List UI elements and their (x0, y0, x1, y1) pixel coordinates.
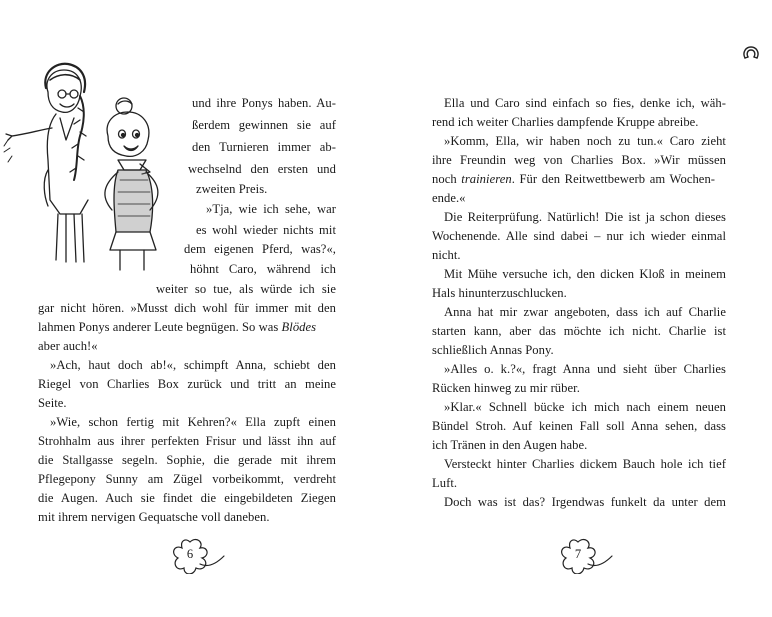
text-line: es wohl wieder nichts mit (196, 223, 336, 237)
text-line: ich Tränen in den Augen habe. (432, 438, 588, 452)
text-line: »Ach, haut doch ab!«, schimpft Anna, schiebt den (50, 358, 336, 372)
text-line: schließlich Annas Pony. (432, 343, 554, 357)
text-span: noch (432, 172, 462, 186)
page-number: 6 (186, 547, 194, 561)
text-line: und ihre Ponys haben. Au- (192, 96, 336, 110)
text-line: Wochenende. Alle sind dabei – nur ich wieder einmal (432, 229, 726, 243)
text-line: ßerdem gewinnen sie auf (192, 118, 336, 132)
text-line: Versteckt hinter Charlies dickem Bauch hole ich tief (444, 457, 726, 471)
text-line: ende.« (432, 191, 466, 205)
text-line: »Wie, schon fertig mit Kehren?« Ella zupft einen (50, 415, 336, 429)
text-span: . Für den Reitwettbewerb am Wochen- (511, 172, 716, 186)
italic-word: Blödes (281, 320, 317, 334)
text-line: aber auch!« (38, 339, 98, 353)
text-line: Luft. (432, 476, 458, 490)
text-line: Doch was ist das? Irgendwas funkelt da unter dem (444, 495, 726, 509)
text-line: nicht. (432, 248, 461, 262)
text-line: Seite. (38, 396, 67, 410)
right-page (386, 0, 772, 617)
text-line: mit ihrem nervigen Gequatsche voll daneben. (38, 510, 270, 524)
text-line: die Augen. Auch sie findet die eingebildeten Ziegen (38, 491, 336, 505)
page-number-ornament (554, 534, 634, 574)
text-line: höhnt Caro, während ich (190, 262, 336, 276)
text-line: gar nicht hören. »Musst dich wohl für immer mit den (38, 301, 336, 315)
two-girls-illustration (0, 0, 200, 280)
text-line: »Klar.« Schnell bücke ich mich nach einem neuen (444, 400, 726, 414)
text-line: rend ich weiter Charlies dampfende Kruppe abreibe. (432, 115, 699, 129)
text-line: Pflegepony Sunny am Zügel vorbeikommt, verdreht (38, 472, 336, 486)
text-line (38, 318, 336, 337)
text-line: Mit Mühe versuche ich, den dicken Kloß in meinem (444, 267, 726, 281)
text-span: lahmen Ponys anderer Leute begnügen. So was (38, 320, 282, 334)
text-line: weiter so tue, als würde ich sie (156, 282, 336, 296)
text-line: den Turnieren immer ab- (192, 140, 336, 154)
text-line: starten kann, aber das möchte ich nicht. Charlie ist (432, 324, 726, 338)
italic-word: trainieren (461, 172, 512, 186)
horseshoe-icon (740, 44, 762, 66)
page-number: 7 (574, 547, 582, 561)
text-line: zweiten Preis. (196, 182, 268, 196)
text-line: Ella und Caro sind einfach so fies, denke ich, wäh- (444, 96, 726, 110)
text-line: »Tja, wie ich sehe, war (206, 202, 336, 216)
text-line (432, 170, 726, 189)
text-line: Riegel von Charlies Box zurück und tritt an meine (38, 377, 336, 391)
text-line: Anna hat mir zwar angeboten, dass ich auf Charlie (444, 305, 726, 319)
page-number-ornament (166, 534, 246, 574)
text-line: »Komm, Ella, wir haben noch zu tun.« Caro zieht (444, 134, 726, 148)
text-line: Die Reiterprüfung. Natürlich! Die ist ja schon dieses (444, 210, 726, 224)
text-line: wechselnd den ersten und (188, 162, 336, 176)
text-line: dem eigenen Pferd, was?«, (184, 242, 336, 256)
text-line: Bündel Stroh. Auf keinen Fall soll Anna sehen, dass (432, 419, 726, 433)
text-line: Hals hinunterzuschlucken. (432, 286, 567, 300)
text-line: Strohhalm aus ihrer perfekten Frisur und lässt ihn auf (38, 434, 336, 448)
text-line: ihre Freundin weg von Charlies Box. »Wir müssen (432, 153, 726, 167)
text-line: Rücken hinweg zu mir rüber. (432, 381, 580, 395)
text-line: »Alles o. k.?«, fragt Anna und sieht über Charlies (444, 362, 726, 376)
text-line: die Stallgasse segeln. Sophie, die gerade mit ihrem (38, 453, 336, 467)
